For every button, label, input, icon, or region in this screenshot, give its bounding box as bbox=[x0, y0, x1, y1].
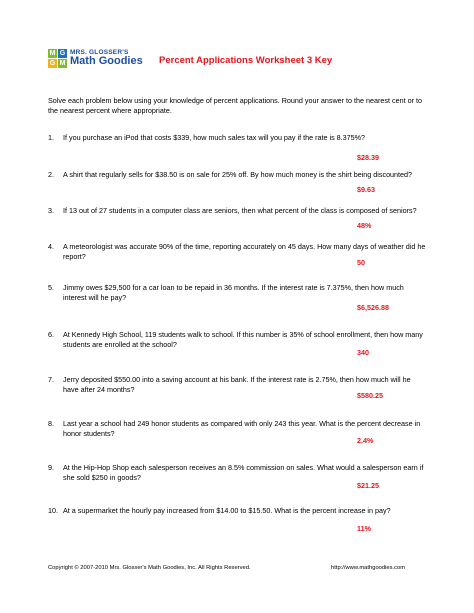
footer-url: http://www.mathgoodies.com bbox=[331, 565, 406, 571]
logo-block: M bbox=[59, 60, 66, 67]
question-number: 5. bbox=[48, 283, 54, 292]
answer: $28.39 bbox=[357, 153, 379, 162]
logo-block: G bbox=[59, 50, 66, 57]
answer: $21.25 bbox=[357, 481, 379, 490]
answer: 48% bbox=[357, 221, 372, 230]
answer: $6,526.88 bbox=[357, 303, 389, 312]
question-number: 2. bbox=[48, 170, 54, 179]
answer: 340 bbox=[357, 348, 369, 357]
question-number: 7. bbox=[48, 375, 54, 384]
question-item bbox=[48, 463, 428, 482]
question-text: At the Hip-Hop Shop each salesperson receives an 8.5% commission on sales. What would a salesperson earn if she sold $250 in goods? bbox=[63, 463, 424, 482]
question-text: Last year a school had 249 honor students as compared with only 243 this year. What is the percent decrease in honor students? bbox=[63, 419, 421, 438]
question-number: 8. bbox=[48, 419, 54, 428]
answer: 11% bbox=[357, 524, 371, 533]
math-goodies-logo bbox=[48, 49, 168, 69]
question-item bbox=[48, 170, 428, 180]
question-text: Jerry deposited $550.00 into a saving account at his bank. If the interest rate is 2.75%, then how much will he have after 24 months? bbox=[63, 375, 411, 394]
instructions: Solve each problem below using your knowledge of percent applications. Round your answer to the nearest cent or to the nearest percent where appropriate. bbox=[48, 96, 422, 115]
question-item bbox=[48, 133, 428, 143]
question-text: If you purchase an iPod that costs $339, how much sales tax will you pay if the rate is 8.375%? bbox=[63, 133, 366, 142]
question-number: 1. bbox=[48, 133, 54, 142]
answer: $9.63 bbox=[357, 185, 375, 194]
question-text: A shirt that regularly sells for $38.50 is on sale for 25% off. By how much money is the shirt being discounted? bbox=[63, 170, 413, 179]
question-number: 9. bbox=[48, 463, 54, 472]
logo-block: M bbox=[49, 50, 56, 57]
question-item bbox=[48, 330, 428, 349]
copyright-text: Copyright © 2007-2010 Mrs. Glosser's Math Goodies, Inc. All Rights Reserved. bbox=[48, 565, 251, 571]
question-item bbox=[48, 506, 428, 516]
question-text: Jimmy owes $29,500 for a car loan to be repaid in 36 months. If the interest rate is 7.375%, then how much interest will he pay? bbox=[63, 283, 404, 302]
question-item bbox=[48, 283, 428, 302]
question-number: 4. bbox=[48, 242, 54, 251]
question-text: If 13 out of 27 students in a computer class are seniors, then what percent of the class is composed of seniors? bbox=[63, 206, 417, 215]
question-number: 10. bbox=[48, 506, 58, 515]
logo-block: G bbox=[49, 60, 56, 67]
question-number: 3. bbox=[48, 206, 54, 215]
question-text: A meteorologist was accurate 90% of the time, reporting accurately on 45 days. How many days of weather did he report? bbox=[63, 242, 426, 261]
page-title: Percent Applications Worksheet 3 Key bbox=[159, 55, 333, 66]
logo-blocks-icon bbox=[48, 49, 68, 69]
question-item bbox=[48, 242, 428, 261]
question-item bbox=[48, 206, 428, 216]
logo-big-text: Math Goodies bbox=[70, 55, 143, 67]
question-text: At a supermarket the hourly pay increased from $14.00 to $15.50. What is the percent increase in pay? bbox=[63, 506, 391, 515]
question-text: At Kennedy High School, 119 students walk to school. If this number is 35% of school enrollment, then how many students are enrolled at the school? bbox=[63, 330, 423, 349]
answer: 50 bbox=[357, 258, 365, 267]
answer: 2.4% bbox=[357, 436, 374, 445]
question-number: 6. bbox=[48, 330, 54, 339]
answer: $580.25 bbox=[357, 391, 383, 400]
logo-small-text: MRS. GLOSSER'S bbox=[70, 49, 129, 56]
